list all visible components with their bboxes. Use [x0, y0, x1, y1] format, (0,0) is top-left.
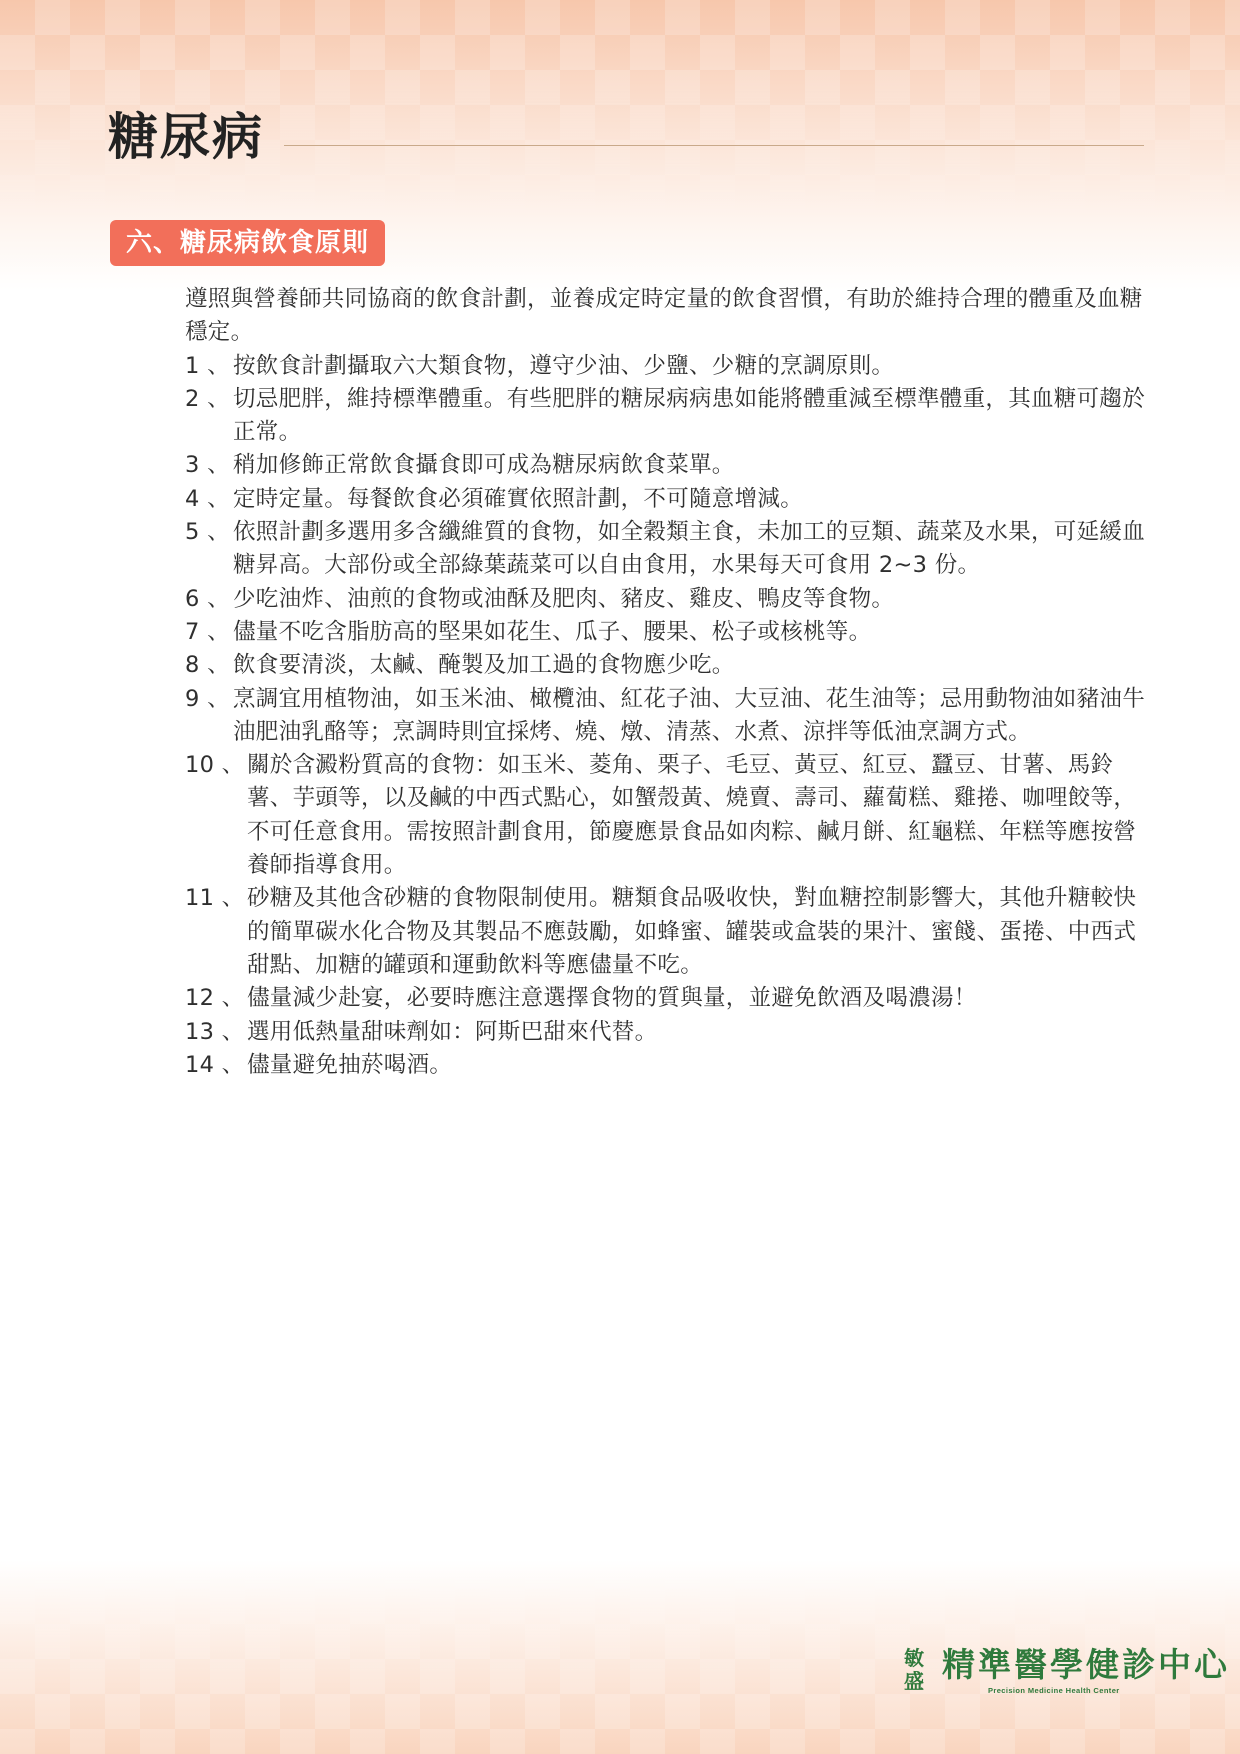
logo-name: 精準醫學健診中心: [942, 1645, 1230, 1684]
list-item-text: 依照計劃多選用多含纖維質的食物，如全穀類主食，未加工的豆類、蔬菜及水果，可延緩血糖昇高。大部份或全部綠葉蔬菜可以自由食用，水果每天可食用 2~3 份。: [233, 519, 1146, 579]
list-item-number: 13 、: [185, 1018, 245, 1045]
list-item: [185, 449, 1145, 482]
logo-seal-char-2: 盛: [904, 1669, 924, 1693]
list-item-number: 9 、: [185, 685, 230, 712]
list-item: [185, 649, 1145, 682]
list-item: [185, 516, 1145, 583]
list-item-number: 1 、: [185, 352, 230, 379]
list-item-number: 10 、: [185, 752, 245, 779]
list-item-text: 關於含澱粉質高的食物：如玉米、菱角、栗子、毛豆、黃豆、紅豆、蠶豆、甘薯、馬鈴薯、芋頭等，以及鹹的中西式點心，如蟹殼黃、燒賣、壽司、蘿蔔糕、雞捲、咖哩餃等，不可任意食用。需按照計劃食用，節慶應景食品如肉粽、鹹月餅、紅龜糕、年糕等應按營養師指導食用。: [247, 752, 1137, 879]
page-title: 糖尿病: [108, 108, 264, 166]
intro-paragraph: 遵照與營養師共同協商的飲食計劃，並養成定時定量的飲食習慣，有助於維持合理的體重及血糖穩定。: [185, 286, 1143, 346]
list-item-number: 14 、: [185, 1051, 245, 1078]
list-item-number: 4 、: [185, 485, 230, 512]
list-item: [185, 683, 1145, 750]
list-item-number: 6 、: [185, 585, 230, 612]
list-item: [185, 749, 1145, 882]
list-item: [185, 1049, 1145, 1082]
list-item-text: 儘量不吃含脂肪高的堅果如花生、瓜子、腰果、松子或核桃等。: [233, 618, 872, 645]
title-divider: [284, 145, 1144, 146]
list-item: [185, 1016, 1145, 1049]
list-item-number: 5 、: [185, 519, 230, 546]
list-item-number: 11 、: [185, 885, 245, 912]
list-item-text: 砂糖及其他含砂糖的食物限制使用。糖類食品吸收快，對血糖控制影響大，其他升糖較快的簡單碳水化合物及其製品不應鼓勵，如蜂蜜、罐裝或盒裝的果汁、蜜餞、蛋捲、中西式甜點、加糖的罐頭和運動飲料等應儘量不吃。: [247, 885, 1137, 978]
logo-seal-icon: [902, 1645, 936, 1693]
list-item: [185, 383, 1145, 450]
list-item-text: 稍加修飾正常飲食攝食即可成為糖尿病飲食菜單。: [233, 452, 735, 479]
section-heading: 六、糖尿病飲食原則: [110, 220, 385, 266]
logo-english-name: Precision Medicine Health Center: [988, 1686, 1120, 1695]
list-item: [185, 583, 1145, 616]
center-logo: [902, 1643, 1230, 1703]
list-item-text: 定時定量。每餐飲食必須確實依照計劃，不可隨意增減。: [233, 485, 804, 512]
list-item-number: 3 、: [185, 452, 230, 479]
logo-seal-char-1: 敏: [904, 1646, 924, 1670]
list-item-text: 飲食要清淡，太鹹、醃製及加工過的食物應少吃。: [233, 652, 735, 679]
list-item: [185, 982, 1145, 1015]
list-item-number: 7 、: [185, 618, 230, 645]
list-item-text: 選用低熱量甜味劑如：阿斯巴甜來代替。: [247, 1018, 658, 1045]
list-item-text: 少吃油炸、油煎的食物或油酥及肥肉、豬皮、雞皮、鴨皮等食物。: [233, 585, 895, 612]
list-item: [185, 882, 1145, 982]
list-item-number: 12 、: [185, 985, 245, 1012]
list-item-text: 儘量減少赴宴，必要時應注意選擇食物的質與量，並避免飲酒及喝濃湯！: [247, 985, 977, 1012]
list-item-text: 烹調宜用植物油，如玉米油、橄欖油、紅花子油、大豆油、花生油等；忌用動物油如豬油牛油肥油乳酪等；烹調時則宜採烤、燒、燉、清蒸、水煮、涼拌等低油烹調方式。: [233, 685, 1146, 745]
section-body: [185, 283, 1145, 1082]
list-item-number: 2 、: [185, 385, 230, 412]
list-item-text: 儘量避免抽菸喝酒。: [247, 1051, 453, 1078]
list-item-text: 按飲食計劃攝取六大類食物，遵守少油、少鹽、少糖的烹調原則。: [233, 352, 895, 379]
list-item-number: 8 、: [185, 652, 230, 679]
diet-rule-list: [185, 350, 1145, 1083]
list-item: [185, 350, 1145, 383]
list-item: [185, 616, 1145, 649]
list-item-text: 切忌肥胖，維持標準體重。有些肥胖的糖尿病病患如能將體重減至標準體重，其血糖可趨於正常。: [233, 385, 1146, 446]
list-item: [185, 483, 1145, 516]
